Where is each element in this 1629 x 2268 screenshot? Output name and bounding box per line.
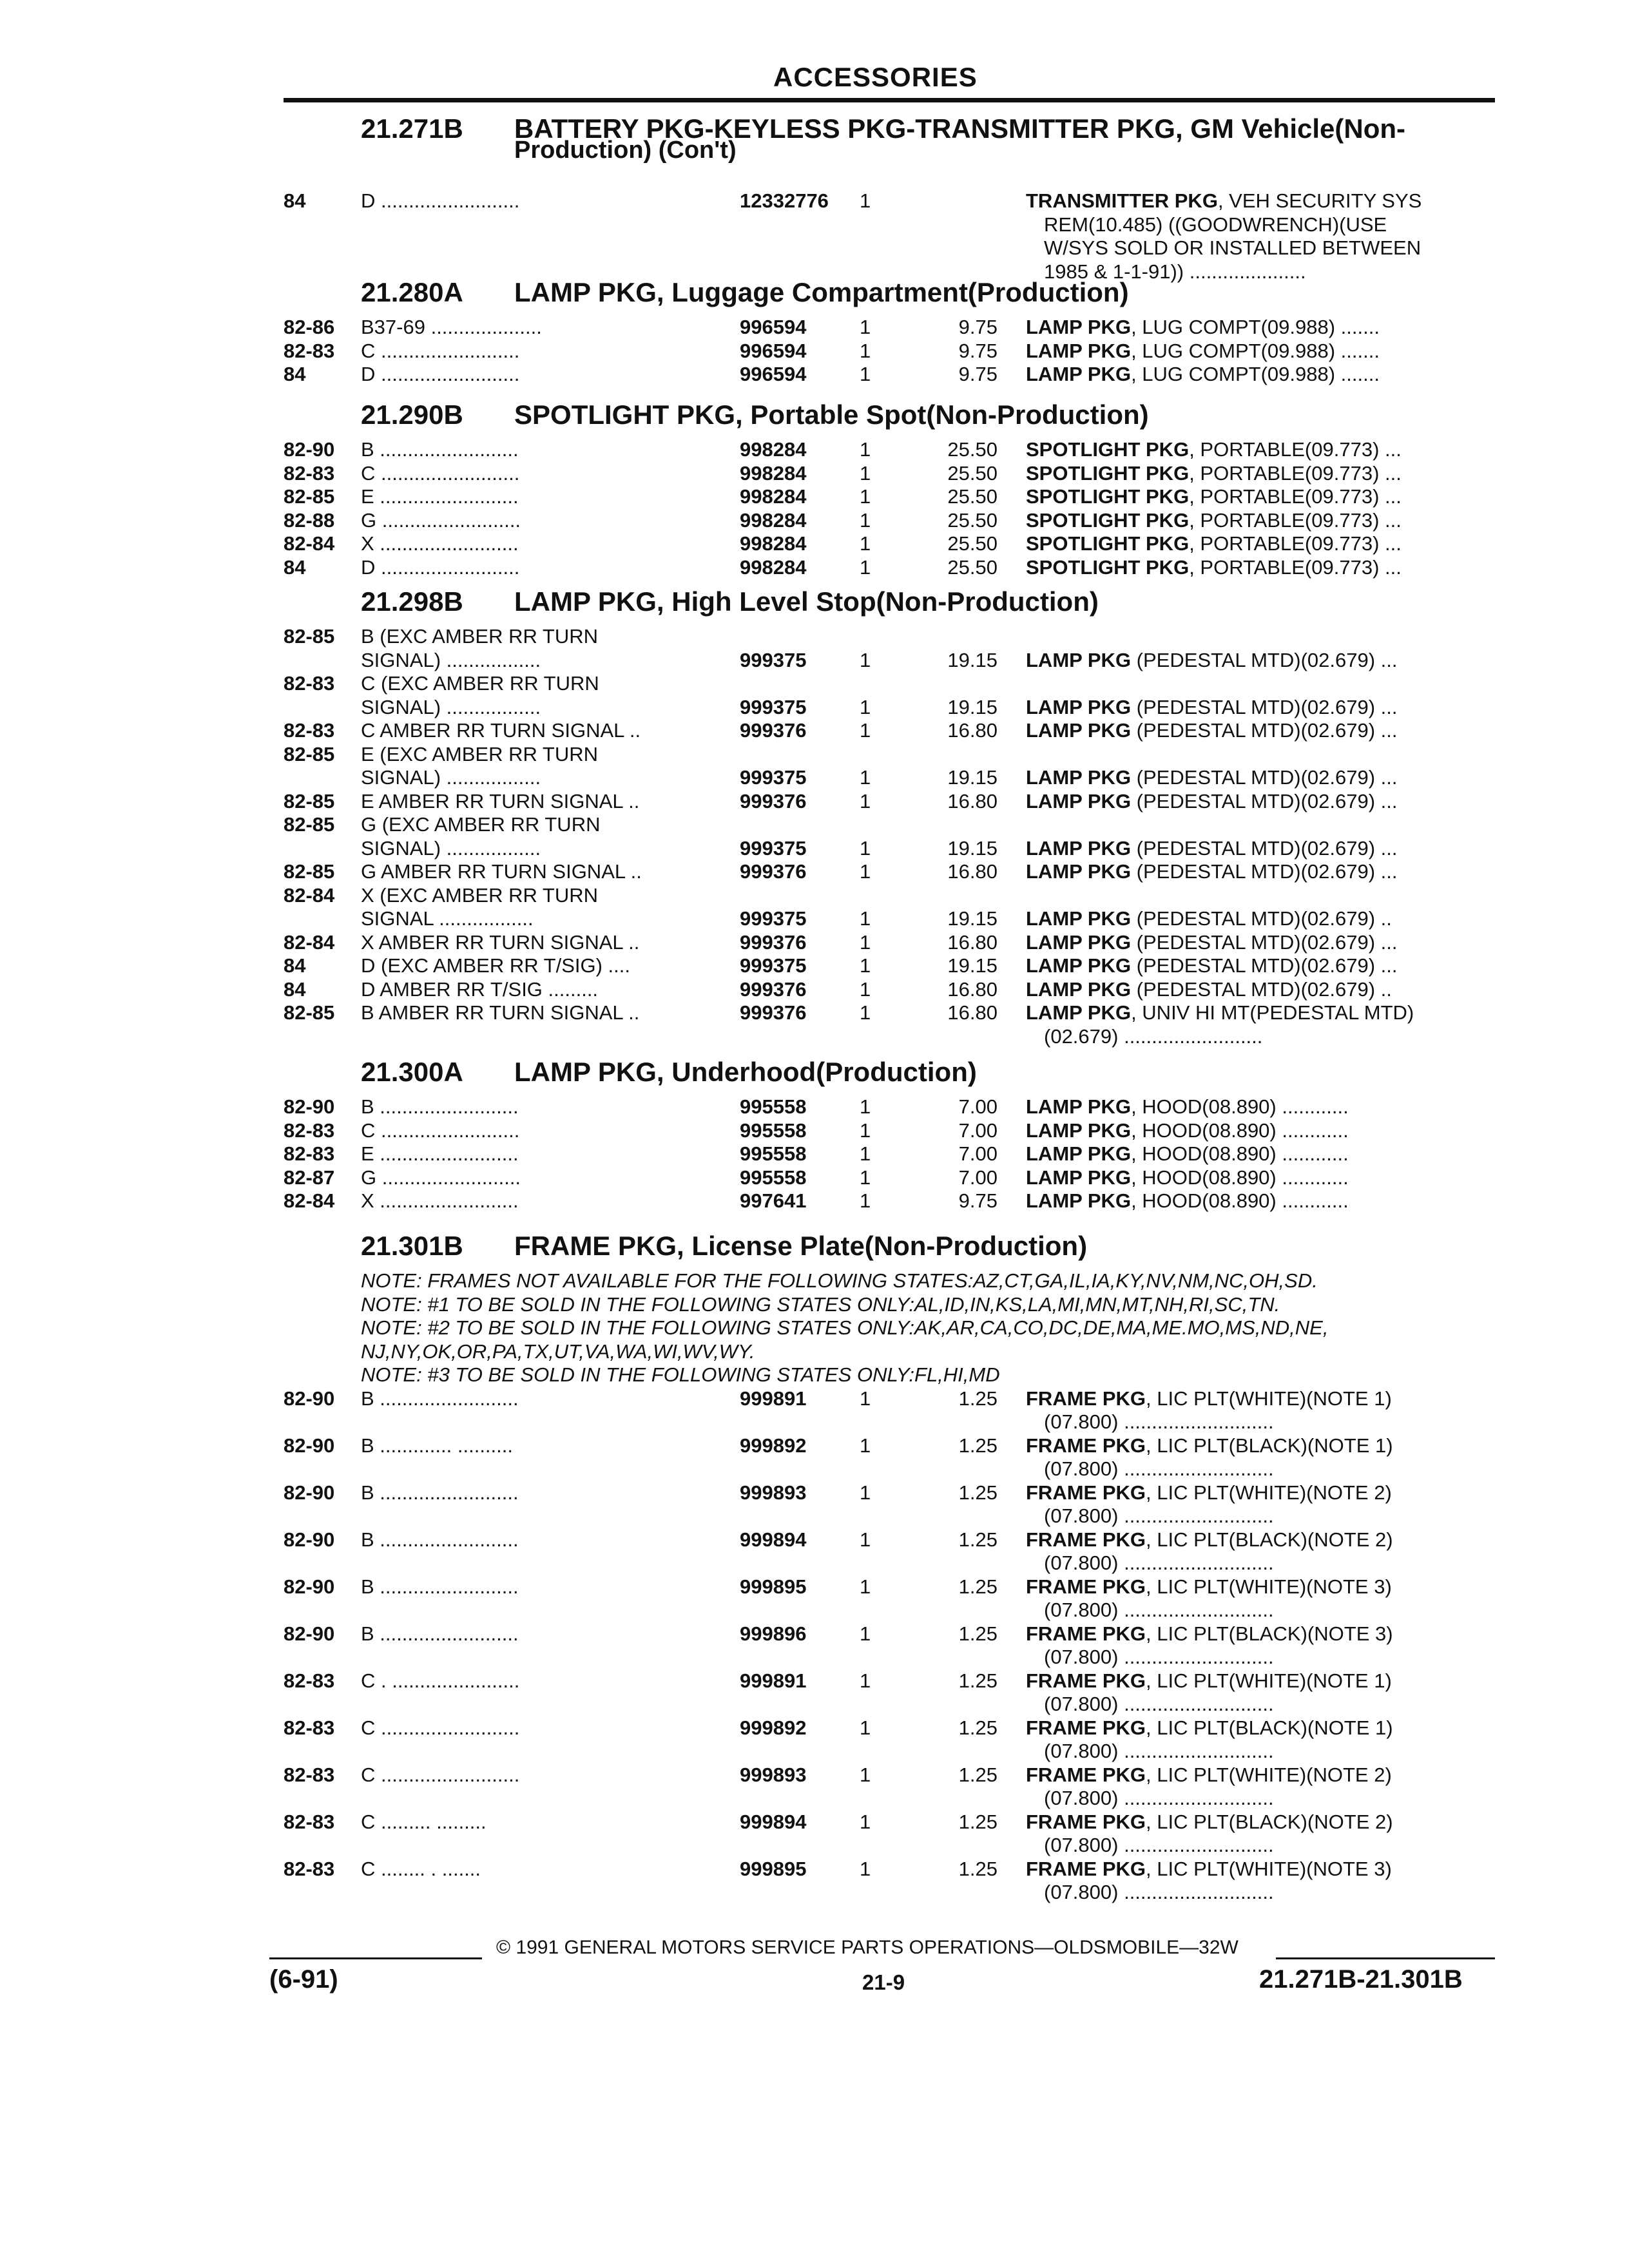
model-years: 82-84 [284, 1189, 335, 1212]
part-number: 999895 [740, 1857, 807, 1880]
part-description: FRAME PKG, LIC PLT(BLACK)(NOTE 3) [1026, 1622, 1393, 1645]
footer-section-range: 21.271B-21.301B [1259, 1965, 1463, 1994]
price: 16.80 [947, 977, 998, 1001]
section-title: LAMP PKG, Luggage Compartment(Production) [514, 277, 1129, 307]
model-years: 82-90 [284, 1481, 335, 1504]
footer-page-number: 21-9 [862, 1970, 905, 1994]
part-number: 996594 [740, 316, 807, 338]
model-code: SIGNAL ................. [361, 907, 534, 930]
quantity: 1 [860, 532, 871, 555]
price: 25.50 [947, 485, 998, 508]
quantity: 1 [860, 438, 871, 461]
price: 16.80 [947, 789, 998, 812]
price: 25.50 [947, 508, 998, 532]
price: 19.15 [947, 954, 998, 977]
quantity: 1 [860, 1763, 871, 1786]
model-code: B ......................... [361, 1528, 519, 1551]
part-description: (07.800) ........................... [1044, 1740, 1274, 1762]
model-years: 82-90 [284, 1575, 335, 1598]
part-number: 999376 [740, 789, 807, 812]
part-description: SPOTLIGHT PKG, PORTABLE(09.773) ... [1026, 485, 1402, 508]
quantity: 1 [860, 789, 871, 812]
part-number: 999376 [740, 719, 807, 742]
part-description: FRAME PKG, LIC PLT(BLACK)(NOTE 1) [1026, 1716, 1393, 1739]
quantity: 1 [860, 363, 871, 385]
section-id: 21.300A [361, 1057, 463, 1087]
section-title: LAMP PKG, High Level Stop(Non-Production) [514, 586, 1099, 617]
model-code: X ......................... [361, 1189, 519, 1212]
model-code: G (EXC AMBER RR TURN [361, 813, 601, 836]
model-years: 84 [284, 977, 306, 1001]
part-description: SPOTLIGHT PKG, PORTABLE(09.773) ... [1026, 508, 1402, 532]
model-code: C ......................... [361, 1763, 520, 1786]
model-code: D ......................... [361, 555, 520, 579]
quantity: 1 [860, 1810, 871, 1833]
quantity: 1 [860, 719, 871, 742]
model-years: 82-87 [284, 1166, 335, 1189]
section-note: NJ,NY,OK,OR,PA,TX,UT,VA,WA,WI,WV,WY. [361, 1340, 755, 1363]
price: 25.50 [947, 461, 998, 485]
model-years: 82-85 [284, 789, 335, 812]
model-code: C AMBER RR TURN SIGNAL .. [361, 719, 641, 742]
part-number: 999376 [740, 860, 807, 883]
model-code: X (EXC AMBER RR TURN [361, 883, 599, 907]
quantity: 1 [860, 1119, 871, 1142]
model-code: E (EXC AMBER RR TURN [361, 742, 599, 765]
page-header: ACCESSORIES [773, 62, 978, 92]
quantity: 1 [860, 1095, 871, 1118]
part-description: FRAME PKG, LIC PLT(WHITE)(NOTE 2) [1026, 1763, 1392, 1786]
part-description: (07.800) ........................... [1044, 1693, 1274, 1715]
section-note: NOTE: #2 TO BE SOLD IN THE FOLLOWING STATES ONLY:AK,AR,CA,CO,DC,DE,MA,ME.MO,MS,ND,NE, [361, 1316, 1329, 1339]
model-years: 82-83 [284, 1119, 335, 1142]
part-description: LAMP PKG (PEDESTAL MTD)(02.679) ... [1026, 695, 1398, 718]
part-number: 999891 [740, 1387, 807, 1410]
model-years: 82-85 [284, 813, 335, 836]
quantity: 1 [860, 1622, 871, 1645]
part-description: LAMP PKG, UNIV HI MT(PEDESTAL MTD) [1026, 1001, 1414, 1024]
footer-date: (6-91) [269, 1965, 338, 1994]
model-years: 82-85 [284, 485, 335, 508]
section-note: NOTE: #1 TO BE SOLD IN THE FOLLOWING STATES ONLY:AL,ID,IN,KS,LA,MI,MN,MT,NH,RI,SC,TN. [361, 1293, 1280, 1316]
price: 19.15 [947, 766, 998, 789]
model-years: 82-83 [284, 672, 335, 695]
part-number: 997641 [740, 1189, 807, 1212]
price: 9.75 [958, 363, 998, 385]
quantity: 1 [860, 1434, 871, 1457]
part-description: FRAME PKG, LIC PLT(WHITE)(NOTE 2) [1026, 1481, 1392, 1504]
model-years: 82-84 [284, 532, 335, 555]
part-description: (07.800) ........................... [1044, 1410, 1274, 1433]
part-description: FRAME PKG, LIC PLT(BLACK)(NOTE 2) [1026, 1810, 1393, 1833]
footer-rule-left [269, 1957, 482, 1959]
part-number: 998284 [740, 438, 807, 461]
price: 7.00 [958, 1166, 998, 1189]
header-rule [284, 98, 1495, 102]
part-description: LAMP PKG (PEDESTAL MTD)(02.679) ... [1026, 789, 1398, 812]
model-years: 82-90 [284, 1528, 335, 1551]
model-code: E AMBER RR TURN SIGNAL .. [361, 789, 640, 812]
quantity: 1 [860, 485, 871, 508]
part-number: 998284 [740, 508, 807, 532]
model-years: 82-84 [284, 930, 335, 954]
part-description: (07.800) ........................... [1044, 1834, 1274, 1856]
price: 1.25 [958, 1669, 998, 1692]
part-number: 12332776 [740, 189, 829, 212]
price: 16.80 [947, 860, 998, 883]
part-description: FRAME PKG, LIC PLT(BLACK)(NOTE 1) [1026, 1434, 1393, 1457]
model-code: C (EXC AMBER RR TURN [361, 672, 599, 695]
model-code: C . ....................... [361, 1669, 520, 1692]
model-years: 82-83 [284, 1142, 335, 1165]
price: 1.25 [958, 1763, 998, 1786]
model-years: 82-90 [284, 438, 335, 461]
section-note: NOTE: FRAMES NOT AVAILABLE FOR THE FOLLOWING STATES:AZ,CT,GA,IL,IA,KY,NV,NM,NC,OH,SD. [361, 1269, 1318, 1292]
part-description: TRANSMITTER PKG, VEH SECURITY SYS [1026, 189, 1422, 212]
model-code: X ......................... [361, 532, 519, 555]
part-description: (07.800) ........................... [1044, 1457, 1274, 1480]
quantity: 1 [860, 1189, 871, 1212]
price: 25.50 [947, 438, 998, 461]
part-description: SPOTLIGHT PKG, PORTABLE(09.773) ... [1026, 532, 1402, 555]
price: 1.25 [958, 1622, 998, 1645]
quantity: 1 [860, 1716, 871, 1739]
footer-copyright: © 1991 GENERAL MOTORS SERVICE PARTS OPERATIONS—OLDSMOBILE—32W [496, 1937, 1239, 1958]
model-code: G ......................... [361, 1166, 521, 1189]
quantity: 1 [860, 461, 871, 485]
price: 16.80 [947, 930, 998, 954]
quantity: 1 [860, 1166, 871, 1189]
model-years: 82-85 [284, 1001, 335, 1024]
model-code: D (EXC AMBER RR T/SIG) .... [361, 954, 630, 977]
section-id: 21.271B [361, 113, 463, 144]
model-code: E ......................... [361, 485, 519, 508]
price: 7.00 [958, 1119, 998, 1142]
model-years: 82-85 [284, 742, 335, 765]
model-years: 82-90 [284, 1095, 335, 1118]
section-id: 21.301B [361, 1231, 463, 1261]
part-number: 995558 [740, 1142, 807, 1165]
quantity: 1 [860, 316, 871, 338]
part-description: FRAME PKG, LIC PLT(WHITE)(NOTE 1) [1026, 1387, 1392, 1410]
price: 1.25 [958, 1434, 998, 1457]
part-description: FRAME PKG, LIC PLT(WHITE)(NOTE 3) [1026, 1857, 1392, 1880]
model-code: C ......................... [361, 1119, 520, 1142]
model-code: X AMBER RR TURN SIGNAL .. [361, 930, 640, 954]
part-number: 998284 [740, 555, 807, 579]
model-years: 82-83 [284, 1763, 335, 1786]
price: 16.80 [947, 719, 998, 742]
part-description: LAMP PKG, LUG COMPT(09.988) ....... [1026, 339, 1380, 362]
quantity: 1 [860, 648, 871, 671]
quantity: 1 [860, 508, 871, 532]
part-description: REM(10.485) ((GOODWRENCH)(USE [1044, 213, 1387, 236]
price: 19.15 [947, 836, 998, 860]
price: 25.50 [947, 555, 998, 579]
part-number: 999376 [740, 930, 807, 954]
section-title: SPOTLIGHT PKG, Portable Spot(Non-Production) [514, 399, 1149, 430]
section-title: BATTERY PKG-KEYLESS PKG-TRANSMITTER PKG, GM Vehicle(Non- [514, 113, 1405, 144]
model-years: 82-90 [284, 1434, 335, 1457]
part-description: LAMP PKG, LUG COMPT(09.988) ....... [1026, 363, 1380, 385]
part-number: 999375 [740, 648, 807, 671]
price: 1.25 [958, 1481, 998, 1504]
model-years: 82-85 [284, 860, 335, 883]
part-description: (07.800) ........................... [1044, 1504, 1274, 1527]
model-code: C ......................... [361, 1716, 520, 1739]
price: 25.50 [947, 532, 998, 555]
footer-rule-right [1276, 1957, 1495, 1959]
quantity: 1 [860, 1481, 871, 1504]
model-years: 82-83 [284, 1857, 335, 1880]
part-number: 999375 [740, 766, 807, 789]
part-description: (02.679) ......................... [1044, 1024, 1263, 1048]
part-description: LAMP PKG, HOOD(08.890) ............ [1026, 1189, 1349, 1212]
price: 19.15 [947, 907, 998, 930]
model-code: B ......................... [361, 1481, 519, 1504]
part-description: SPOTLIGHT PKG, PORTABLE(09.773) ... [1026, 438, 1402, 461]
quantity: 1 [860, 1575, 871, 1598]
part-description: (07.800) ........................... [1044, 1599, 1274, 1621]
model-years: 82-90 [284, 1622, 335, 1645]
part-number: 999893 [740, 1763, 807, 1786]
part-description: LAMP PKG (PEDESTAL MTD)(02.679) ... [1026, 648, 1398, 671]
quantity: 1 [860, 1387, 871, 1410]
model-code: B ............. .......... [361, 1434, 513, 1457]
price: 1.25 [958, 1387, 998, 1410]
model-code: SIGNAL) ................. [361, 836, 541, 860]
model-years: 82-88 [284, 508, 335, 532]
part-number: 999895 [740, 1575, 807, 1598]
model-code: SIGNAL) ................. [361, 766, 541, 789]
model-code: SIGNAL) ................. [361, 648, 541, 671]
model-code: SIGNAL) ................. [361, 695, 541, 718]
quantity: 1 [860, 954, 871, 977]
price: 9.75 [958, 1189, 998, 1212]
quantity: 1 [860, 555, 871, 579]
part-description: FRAME PKG, LIC PLT(WHITE)(NOTE 1) [1026, 1669, 1392, 1692]
part-number: 998284 [740, 461, 807, 485]
part-number: 995558 [740, 1166, 807, 1189]
price: 1.25 [958, 1575, 998, 1598]
model-years: 82-85 [284, 625, 335, 648]
part-description: LAMP PKG (PEDESTAL MTD)(02.679) ... [1026, 766, 1398, 789]
model-years: 82-83 [284, 1716, 335, 1739]
model-code: C ......... ......... [361, 1810, 487, 1833]
quantity: 1 [860, 339, 871, 362]
quantity: 1 [860, 1669, 871, 1692]
price: 9.75 [958, 339, 998, 362]
part-number: 999891 [740, 1669, 807, 1692]
model-years: 82-83 [284, 1669, 335, 1692]
model-years: 84 [284, 363, 306, 385]
part-description: (07.800) ........................... [1044, 1646, 1274, 1668]
model-years: 82-83 [284, 461, 335, 485]
part-number: 999894 [740, 1528, 807, 1551]
section-id: 21.298B [361, 586, 463, 617]
quantity: 1 [860, 1857, 871, 1880]
part-description: LAMP PKG (PEDESTAL MTD)(02.679) ... [1026, 719, 1398, 742]
part-number: 996594 [740, 363, 807, 385]
quantity: 1 [860, 189, 871, 212]
model-code: B ......................... [361, 1387, 519, 1410]
quantity: 1 [860, 695, 871, 718]
part-description: LAMP PKG (PEDESTAL MTD)(02.679) ... [1026, 930, 1398, 954]
model-years: 84 [284, 189, 306, 212]
part-number: 999892 [740, 1434, 807, 1457]
part-number: 999376 [740, 1001, 807, 1024]
quantity: 1 [860, 1001, 871, 1024]
price: 1.25 [958, 1528, 998, 1551]
model-years: 82-90 [284, 1387, 335, 1410]
price: 7.00 [958, 1095, 998, 1118]
part-number: 999896 [740, 1622, 807, 1645]
model-code: D ......................... [361, 363, 520, 385]
price: 7.00 [958, 1142, 998, 1165]
model-years: 82-86 [284, 316, 335, 338]
part-description: LAMP PKG, HOOD(08.890) ............ [1026, 1142, 1349, 1165]
part-description: (07.800) ........................... [1044, 1881, 1274, 1903]
part-number: 998284 [740, 532, 807, 555]
model-code: B AMBER RR TURN SIGNAL .. [361, 1001, 640, 1024]
model-code: C ......................... [361, 461, 520, 485]
model-code: E ......................... [361, 1142, 519, 1165]
model-code: B37-69 .................... [361, 316, 542, 338]
quantity: 1 [860, 907, 871, 930]
section-title: Production) (Con't) [514, 137, 737, 164]
part-description: LAMP PKG (PEDESTAL MTD)(02.679) ... [1026, 836, 1398, 860]
part-description: LAMP PKG (PEDESTAL MTD)(02.679) .. [1026, 977, 1392, 1001]
model-code: B ......................... [361, 1095, 519, 1118]
section-title: FRAME PKG, License Plate(Non-Production) [514, 1231, 1088, 1261]
model-code: G AMBER RR TURN SIGNAL .. [361, 860, 642, 883]
quantity: 1 [860, 1528, 871, 1551]
model-years: 84 [284, 555, 306, 579]
part-number: 999375 [740, 836, 807, 860]
part-number: 999375 [740, 954, 807, 977]
model-code: B ......................... [361, 1622, 519, 1645]
part-description: LAMP PKG, HOOD(08.890) ............ [1026, 1119, 1349, 1142]
part-number: 999894 [740, 1810, 807, 1833]
quantity: 1 [860, 1142, 871, 1165]
model-code: D AMBER RR T/SIG ......... [361, 977, 599, 1001]
part-description: 1985 & 1-1-91)) ..................... [1044, 260, 1306, 283]
section-id: 21.280A [361, 277, 463, 307]
part-description: FRAME PKG, LIC PLT(WHITE)(NOTE 3) [1026, 1575, 1392, 1598]
model-code: C ......................... [361, 339, 520, 362]
price: 9.75 [958, 316, 998, 338]
part-description: (07.800) ........................... [1044, 1787, 1274, 1809]
part-description: (07.800) ........................... [1044, 1552, 1274, 1574]
part-description: LAMP PKG, LUG COMPT(09.988) ....... [1026, 316, 1380, 338]
price: 1.25 [958, 1857, 998, 1880]
part-number: 999375 [740, 907, 807, 930]
part-description: LAMP PKG (PEDESTAL MTD)(02.679) .. [1026, 907, 1392, 930]
model-years: 82-83 [284, 1810, 335, 1833]
model-code: B (EXC AMBER RR TURN [361, 625, 599, 648]
price: 19.15 [947, 648, 998, 671]
part-description: LAMP PKG, HOOD(08.890) ............ [1026, 1095, 1349, 1118]
quantity: 1 [860, 836, 871, 860]
part-description: W/SYS SOLD OR INSTALLED BETWEEN [1044, 236, 1422, 259]
part-number: 996594 [740, 339, 807, 362]
quantity: 1 [860, 977, 871, 1001]
model-code: B ......................... [361, 1575, 519, 1598]
part-description: LAMP PKG, HOOD(08.890) ............ [1026, 1166, 1349, 1189]
model-years: 82-83 [284, 339, 335, 362]
quantity: 1 [860, 860, 871, 883]
model-years: 82-84 [284, 883, 335, 907]
price: 1.25 [958, 1810, 998, 1833]
price: 16.80 [947, 1001, 998, 1024]
quantity: 1 [860, 930, 871, 954]
model-code: C ........ . ....... [361, 1857, 481, 1880]
part-number: 999375 [740, 695, 807, 718]
model-code: D ......................... [361, 189, 520, 212]
part-description: SPOTLIGHT PKG, PORTABLE(09.773) ... [1026, 555, 1402, 579]
model-years: 82-83 [284, 719, 335, 742]
part-description: LAMP PKG (PEDESTAL MTD)(02.679) ... [1026, 954, 1398, 977]
section-note: NOTE: #3 TO BE SOLD IN THE FOLLOWING STATES ONLY:FL,HI,MD [361, 1363, 1000, 1386]
quantity: 1 [860, 766, 871, 789]
part-description: SPOTLIGHT PKG, PORTABLE(09.773) ... [1026, 461, 1402, 485]
section-title: LAMP PKG, Underhood(Production) [514, 1057, 977, 1087]
part-number: 999893 [740, 1481, 807, 1504]
part-description: LAMP PKG (PEDESTAL MTD)(02.679) ... [1026, 860, 1398, 883]
model-code: B ......................... [361, 438, 519, 461]
price: 1.25 [958, 1716, 998, 1739]
price: 19.15 [947, 695, 998, 718]
part-description: FRAME PKG, LIC PLT(BLACK)(NOTE 2) [1026, 1528, 1393, 1551]
section-id: 21.290B [361, 399, 463, 430]
part-number: 999376 [740, 977, 807, 1001]
part-number: 995558 [740, 1119, 807, 1142]
part-number: 995558 [740, 1095, 807, 1118]
part-number: 998284 [740, 485, 807, 508]
model-code: G ......................... [361, 508, 521, 532]
model-years: 84 [284, 954, 306, 977]
part-number: 999892 [740, 1716, 807, 1739]
